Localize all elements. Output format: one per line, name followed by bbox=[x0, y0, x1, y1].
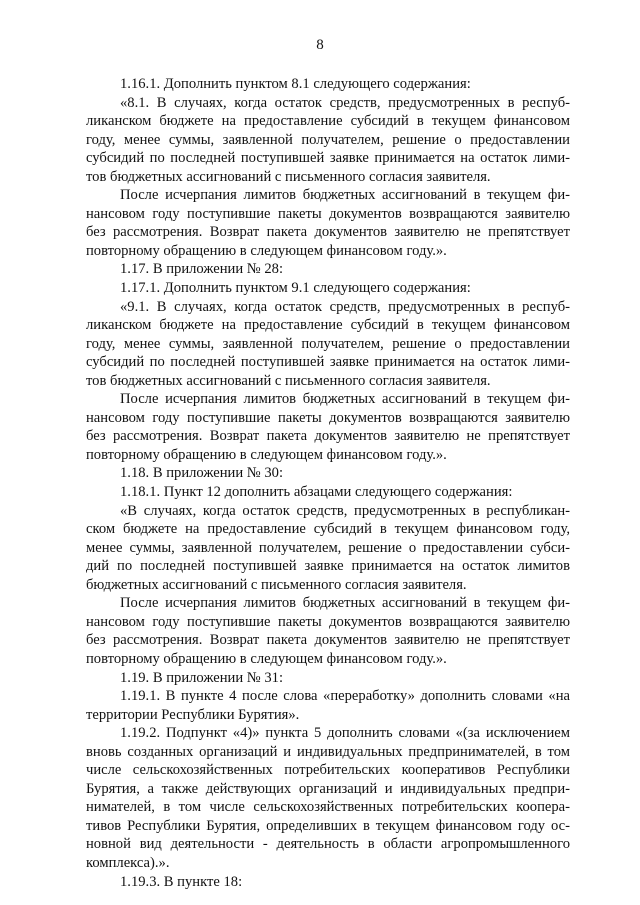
text-line: без рассмотрения. Возврат пакета документов заявителю не препятствует bbox=[86, 224, 570, 241]
text-line: нансовом году поступившие пакеты документов возвращаются заявителю bbox=[86, 613, 570, 630]
text-line: субсидий по последней поступившей заявке принимается на остаток лими- bbox=[86, 150, 570, 167]
text-line: 1.19.3. В пункте 18: bbox=[120, 873, 243, 890]
text-line: 1.17.1. Дополнить пунктом 9.1 следующего содержания: bbox=[120, 280, 471, 297]
text-line: бюджетных ассигнований с письменного согласия заявителя. bbox=[86, 576, 467, 593]
text-line: «В случаях, когда остаток средств, предусмотренных в республикан- bbox=[120, 502, 570, 519]
text-line: повторному обращению в следующем финансовом году.». bbox=[86, 242, 447, 259]
text-line: менее суммы, заявленной получателем, решение о предоставлении субси- bbox=[86, 539, 570, 556]
text-line: «8.1. В случаях, когда остаток средств, предусмотренных в респуб- bbox=[120, 94, 570, 111]
text-line: 1.19. В приложении № 31: bbox=[120, 669, 284, 686]
text-line: повторному обращению в следующем финансовом году.». bbox=[86, 446, 447, 463]
text-line: 1.19.2. Подпункт «4)» пункта 5 дополнить словами «(за исключением bbox=[120, 725, 570, 742]
text-line: без рассмотрения. Возврат пакета документов заявителю не препятствует bbox=[86, 428, 570, 445]
text-line: ском бюджете на предоставление субсидий в текущем финансовом году, bbox=[86, 521, 570, 538]
text-line: После исчерпания лимитов бюджетных ассигнований в текущем фи- bbox=[120, 391, 570, 408]
text-line: После исчерпания лимитов бюджетных ассигнований в текущем фи- bbox=[120, 187, 570, 204]
text-line: вновь созданных организаций и индивидуальных предпринимателей, в том bbox=[86, 743, 570, 760]
text-line: тивов Республики Бурятия, определивших в текущем финансовом году ос- bbox=[86, 817, 570, 834]
text-line: ликанском бюджете на предоставление субсидий в текущем финансовом bbox=[86, 317, 570, 334]
text-line: комплекса).». bbox=[86, 854, 170, 871]
text-line: 1.18.1. Пункт 12 дополнить абзацами следующего содержания: bbox=[120, 484, 513, 501]
text-line: субсидий по последней поступившей заявке принимается на остаток лими- bbox=[86, 354, 570, 371]
text-line: 1.18. В приложении № 30: bbox=[120, 465, 284, 482]
page-number: 8 bbox=[316, 37, 324, 53]
text-line: 1.17. В приложении № 28: bbox=[120, 261, 284, 278]
text-line: тов бюджетных ассигнований с письменного согласия заявителя. bbox=[86, 168, 491, 185]
text-line: После исчерпания лимитов бюджетных ассигнований в текущем фи- bbox=[120, 595, 570, 612]
text-line: территории Республики Бурятия». bbox=[86, 706, 300, 723]
text-line: 1.16.1. Дополнить пунктом 8.1 следующего содержания: bbox=[120, 76, 471, 92]
text-line: «9.1. В случаях, когда остаток средств, предусмотренных в респуб- bbox=[120, 298, 570, 315]
text-line: году, менее суммы, заявленной получателем, решение о предоставлении bbox=[86, 335, 570, 352]
text-line: числе сельскохозяйственных потребительских кооперативов Республики bbox=[86, 762, 570, 779]
text-line: без рассмотрения. Возврат пакета документов заявителю не препятствует bbox=[86, 632, 570, 649]
text-line: нансовом году поступившие пакеты документов возвращаются заявителю bbox=[86, 409, 570, 426]
text-line: Бурятия, а также действующих организаций и индивидуальных предпри- bbox=[86, 780, 570, 797]
text-line: новной вид деятельности - деятельность в области агропромышленного bbox=[86, 836, 570, 853]
text-line: 1.19.1. В пункте 4 после слова «переработку» дополнить словами «на bbox=[120, 688, 570, 705]
text-line: году, менее суммы, заявленной получателем, решение о предоставлении bbox=[86, 131, 570, 148]
text-line: дий по последней поступившей заявке принимается на остаток лимитов bbox=[86, 558, 570, 575]
text-line: повторному обращению в следующем финансовом году.». bbox=[86, 650, 447, 667]
text-line: нансовом году поступившие пакеты документов возвращаются заявителю bbox=[86, 205, 570, 222]
text-line: нимателей, в том числе сельскохозяйственных потребительских коопера- bbox=[86, 799, 570, 816]
text-line: ликанском бюджете на предоставление субсидий в текущем финансовом bbox=[86, 113, 570, 130]
document-body bbox=[86, 75, 570, 891]
text-line: тов бюджетных ассигнований с письменного согласия заявителя. bbox=[86, 372, 491, 389]
